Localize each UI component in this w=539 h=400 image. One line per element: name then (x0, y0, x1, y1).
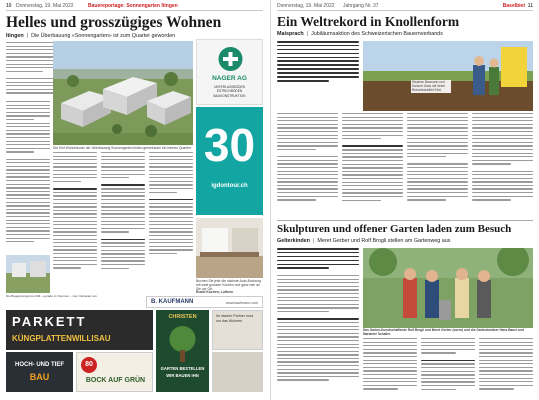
left-page (0, 0, 269, 400)
hoch-tief-ad[interactable] (6, 352, 73, 392)
article1-subhead: Maisprach | Jubiläumsaktion des Schweizerischen Bauernverbands (277, 31, 443, 37)
right-page (270, 0, 539, 400)
article2-subhead: Gelterkinden | Meret Gerber und Rolf Brogli stellen am Gartenweg aus (277, 238, 451, 244)
courtyard-image (6, 255, 50, 293)
garten-ad[interactable] (156, 310, 209, 392)
left-section: Bauereportage: Sonnengarten Itingen (88, 3, 178, 9)
left-date: Donnerstag, 19. Mai 2022 (16, 3, 74, 9)
bottom-photo-caption: Die Begegnungszone fällt – gerade im Sommer – zum Verweilen ein. (6, 294, 98, 298)
nager-line2: ESTRICHBÖDEN (216, 89, 243, 94)
parkett-ad[interactable] (6, 310, 153, 350)
nager-line1: UNTERLAGSBÖDEN (214, 85, 245, 89)
article2-photo (363, 248, 533, 328)
right-page-header (277, 3, 533, 11)
nager-name: NAGER AG (212, 75, 247, 82)
article1-lead (277, 41, 359, 111)
kaufmann-ad[interactable] (146, 296, 263, 308)
right-section: Baselbiet (502, 3, 525, 9)
left-body-column-1 (6, 101, 50, 251)
main-photo-caption: Die fünf Wohnhäuser der Überbauung Sonnengarten bilden gemeinsam ein kleines Quartier. (53, 146, 192, 150)
article1-headline: Ein Weltrekord in Knollenform (277, 14, 460, 29)
right-date: Donnerstag, 19. Mai 2022 (277, 3, 335, 9)
article2-subhead-text: Meret Gerber und Rolf Brogli stellen am Gartenweg aus (317, 238, 451, 244)
kitchen-caption: Buchen Sie jetzt die nächste Auto-Buchung mit zwei grossen Küchen und ganz nah an Sie vor Ort. (196, 279, 262, 291)
article1-subhead-place: Maisprach (277, 31, 304, 37)
anniversary-ad[interactable] (196, 107, 263, 215)
article2-column-1 (277, 248, 359, 393)
nager-line3: BAUKONSTRUKTION (213, 93, 246, 98)
bau-text: BOCK AUF GRÜN (85, 377, 146, 384)
article2-body (363, 338, 533, 394)
kaufmann-name: B. KAUFMANN (151, 299, 194, 305)
schreinerei-ad[interactable] (212, 310, 263, 350)
article2-headline: Skulpturen und offener Garten laden zum Besuch (277, 223, 512, 235)
parkett-brand: KÜNGPLATTENWILLISAU (12, 334, 111, 343)
left-subhead-place: Itingen (6, 33, 24, 39)
parkett-title: PARKETT (12, 314, 87, 329)
article1-body (277, 113, 533, 218)
article2-caption: Das Garten-Kunstschaffende Rolf Brogli und Meret Gerber (vorne) und die Gartenbesitzer Hans Bauer und Marianne Schaller. (363, 328, 524, 336)
nager-services (197, 85, 262, 98)
left-page-header (6, 3, 263, 11)
tree-icon (164, 324, 201, 362)
left-subhead: Itingen | Die Überbauung «Sonnengarten» ist zum Quarter geworden (6, 33, 176, 39)
potato-field-image (363, 41, 533, 111)
page-number-left: 10 (6, 3, 12, 9)
misc-ad (212, 352, 263, 392)
residential-buildings-image (53, 41, 193, 145)
schreinerei-text: Ihr starker Partner rund um das Wohnen (216, 314, 254, 323)
bau-badge: 80 (81, 357, 97, 373)
kitchen-image (196, 218, 263, 278)
bau-ad[interactable] (76, 352, 153, 392)
anniversary-number: 30 (203, 119, 256, 171)
page-number-right: 11 (527, 3, 533, 9)
garden-people-image (363, 248, 533, 328)
nager-logo-icon (217, 46, 244, 72)
left-headline: Helles und grosszügiges Wohnen (6, 14, 222, 31)
article2-subhead-place: Gelterkinden (277, 238, 310, 244)
kaufmann-url: www.kaufmann.com (225, 301, 258, 305)
article1-subhead-text: Jubiläumsaktion des Schweizerischen Bauernverbands (311, 31, 443, 37)
kitchen-photo (196, 218, 263, 278)
article-divider (277, 220, 533, 221)
left-body-columns-2-4 (53, 152, 193, 272)
anniversary-site: igdontour.ch (211, 183, 248, 189)
hoch-line2: BAU (29, 372, 50, 382)
garten-line2: WIR BAUEN IHN (166, 373, 199, 378)
article1-photo (363, 41, 533, 111)
garten-line1: GARTEN BESTELLEN (160, 366, 205, 371)
left-subhead-text: Die Überbauung «Sonnengarten» ist zum Quarter geworden (31, 33, 176, 39)
hoch-line1: HOCH- UND TIEF (15, 362, 64, 368)
nager-ad[interactable] (196, 39, 263, 105)
kitchen-credit: Ruedi Küchen, Luthern (196, 290, 234, 294)
garten-brand: CHRISTEN (168, 314, 197, 320)
bottom-photo (6, 255, 50, 293)
main-photo (53, 41, 193, 145)
right-issue: Jahrgang Nr. 37 (343, 3, 379, 9)
article1-caption: Stephan Baumann und Samuel Gass mit ihrem Rekordkartoffel-Feld. (411, 80, 451, 93)
